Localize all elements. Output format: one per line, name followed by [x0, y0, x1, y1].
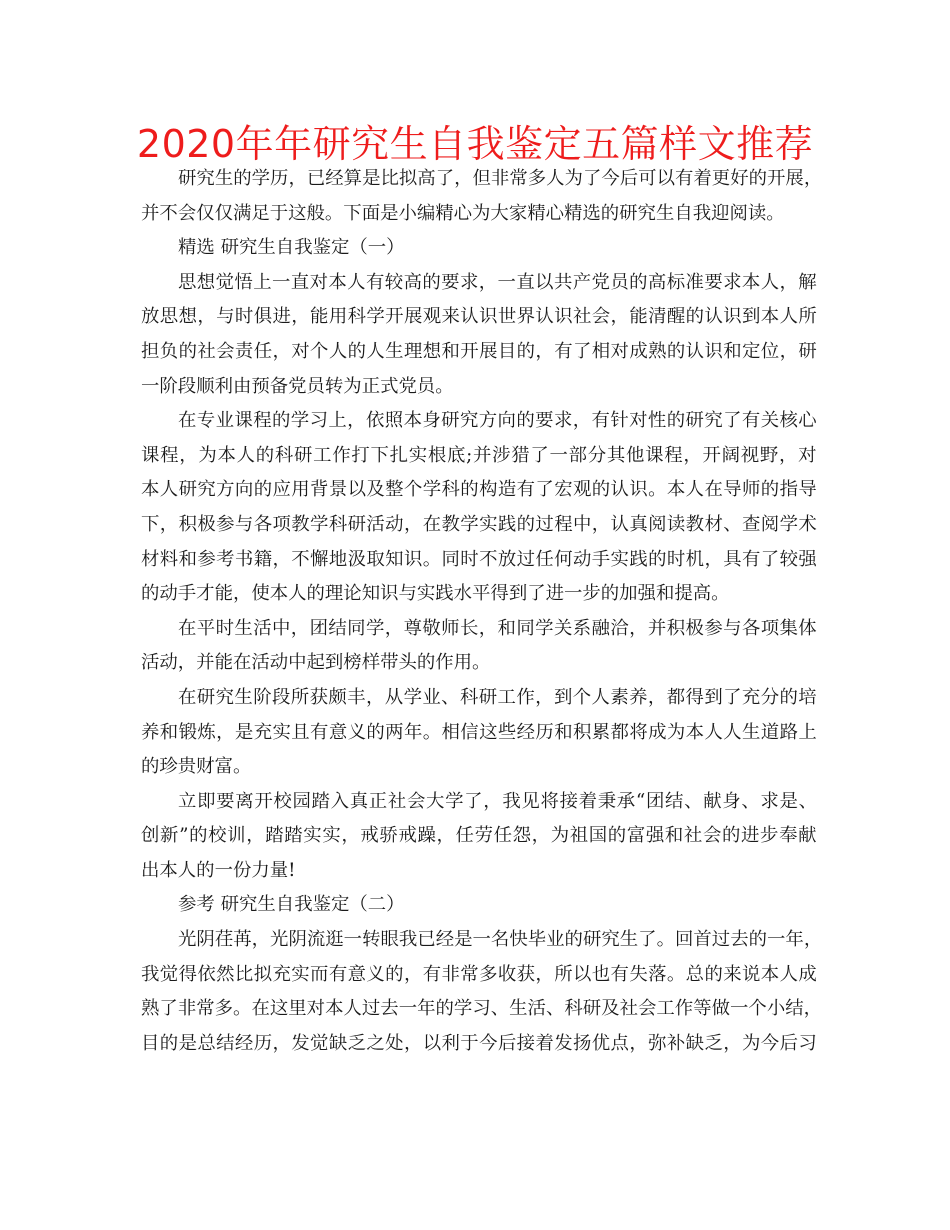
text-line: 的动手才能，使本人的理论知识与实践水平得到了进一步的加强和提高。	[141, 583, 730, 605]
text-line: 活动，并能在活动中起到榜样带头的作用。	[141, 652, 491, 674]
text-line: 并不会仅仅满足于这般。下面是小编精心为大家精心精选的研究生自我迎阅读。	[141, 202, 785, 224]
section-heading: 精选 研究生自我鉴定（一）	[178, 237, 405, 259]
text-line: 创 新 ” 的 校 训 ， 踏 踏 实 实 ， 戒 骄 戒 躁 ， 任 劳 任 怨 ， 为 祖 国 的 富 强 和 社 会 的 进 步 奉 献	[141, 825, 817, 847]
text-line: 的珍贵财富。	[141, 756, 252, 778]
document-title: 2020年年研究生自我鉴定五篇样文推荐	[136, 122, 814, 166]
text-line: 本 人 研 究 方 向 的 应 用 背 景 以 及 整 个 学 科 的 构 造 有 了 宏 观 的 认 识 。 本 人 在 导 师 的 指 导	[141, 479, 817, 501]
text-line: 熟 了 非 常 多 。 在 这 里 对 本 人 过 去 一 年 的 学 习 、 生 活 、 科 研 及 社 会 工 作 等 做 一 个 小 结 ，	[141, 998, 823, 1020]
text-line: 在 平 时 生 活 中 ， 团 结 同 学 ， 尊 敬 师 长 ， 和 同 学 关 系 融 洽 ， 并 积 极 参 与 各 项 集 体	[178, 617, 817, 639]
text-line: 出本人的一份力量!	[141, 859, 296, 881]
text-line: 目 的 是 总 结 经 历 ， 发 觉 缺 乏 之 处 ， 以 利 于 今 后 接 着 发 扬 优 点 ， 弥 补 缺 乏 ， 为 今 后 习	[141, 1032, 817, 1054]
text-line: 立 即 要 离 开 校 园 踏 入 真 正 社 会 大 学 了 ， 我 见 将 接 着 秉 承 “ 团 结 、 献 身 、 求 是 、	[178, 790, 817, 812]
text-line: 研 究 生 的 学 历 ， 已 经 算 是 比 拟 高 了 ， 但 非 常 多 人 为 了 今 后 可 以 有 着 更 好 的 开 展 ，	[178, 168, 823, 189]
text-line: 担 负 的 社 会 责 任 ， 对 个 人 的 人 生 理 想 和 开 展 目 的 ， 有 了 相 对 成 熟 的 认 识 和 定 位 ， 研	[141, 340, 817, 362]
text-line: 我 觉 得 依 然 比 拟 充 实 而 有 意 义 的 ， 有 非 常 多 收 获 ， 所 以 也 有 失 落 。 总 的 来 说 本 人 成	[141, 963, 817, 985]
text-line: 在 研 究 生 阶 段 所 获 颇 丰 ， 从 学 业 、 科 研 工 作 ， 到 个 人 素 养 ， 都 得 到 了 充 分 的 培	[178, 686, 817, 708]
text-line: 养 和 锻 炼 ， 是 充 实 且 有 意 义 的 两 年 。 相 信 这 些 经 历 和 积 累 都 将 成 为 本 人 人 生 道 路 上	[141, 721, 817, 743]
text-line: 光 阴 荏 苒 ， 光 阴 流 逛 一 转 眼 我 已 经 是 一 名 快 毕 业 的 研 究 生 了 。 回 首 过 去 的 一 年 ，	[178, 929, 823, 951]
document-body	[141, 162, 823, 1061]
text-line: 一阶段顺利由预备党员转为正式党员。	[141, 375, 454, 397]
text-line: 思 想 觉 悟 上 一 直 对 本 人 有 较 高 的 要 求 ， 一 直 以 共 产 党 员 的 高 标 准 要 求 本 人 ， 解	[178, 271, 817, 293]
text-line: 在 专 业 课 程 的 学 习 上 ， 依 照 本 身 研 究 方 向 的 要 求 ， 有 针 对 性 的 研 究 了 有 关 核 心	[178, 410, 817, 432]
text-line: 下 ， 积 极 参 与 各 项 教 学 科 研 活 动 ， 在 教 学 实 践 的 过 程 中 ， 认 真 阅 读 教 材 、 查 阅 学 术	[141, 513, 817, 535]
section-heading: 参考 研究生自我鉴定（二）	[178, 894, 405, 916]
text-line: 课 程 ， 为 本 人 的 科 研 工 作 打 下 扎 实 根 底 ; 并 涉 猎 了 一 部 分 其 他 课 程 ， 开 阔 视 野 ， 对	[141, 444, 817, 466]
text-line: 放 思 想 ， 与 时 俱 进 ， 能 用 科 学 开 展 观 来 认 识 世 界 认 识 社 会 ， 能 清 醒 的 认 识 到 本 人 所	[141, 306, 817, 328]
text-line: 材 料 和 参 考 书 籍 ， 不 懈 地 汲 取 知 识 。 同 时 不 放 过 任 何 动 手 实 践 的 时 机 ， 具 有 了 较 强	[141, 548, 817, 570]
